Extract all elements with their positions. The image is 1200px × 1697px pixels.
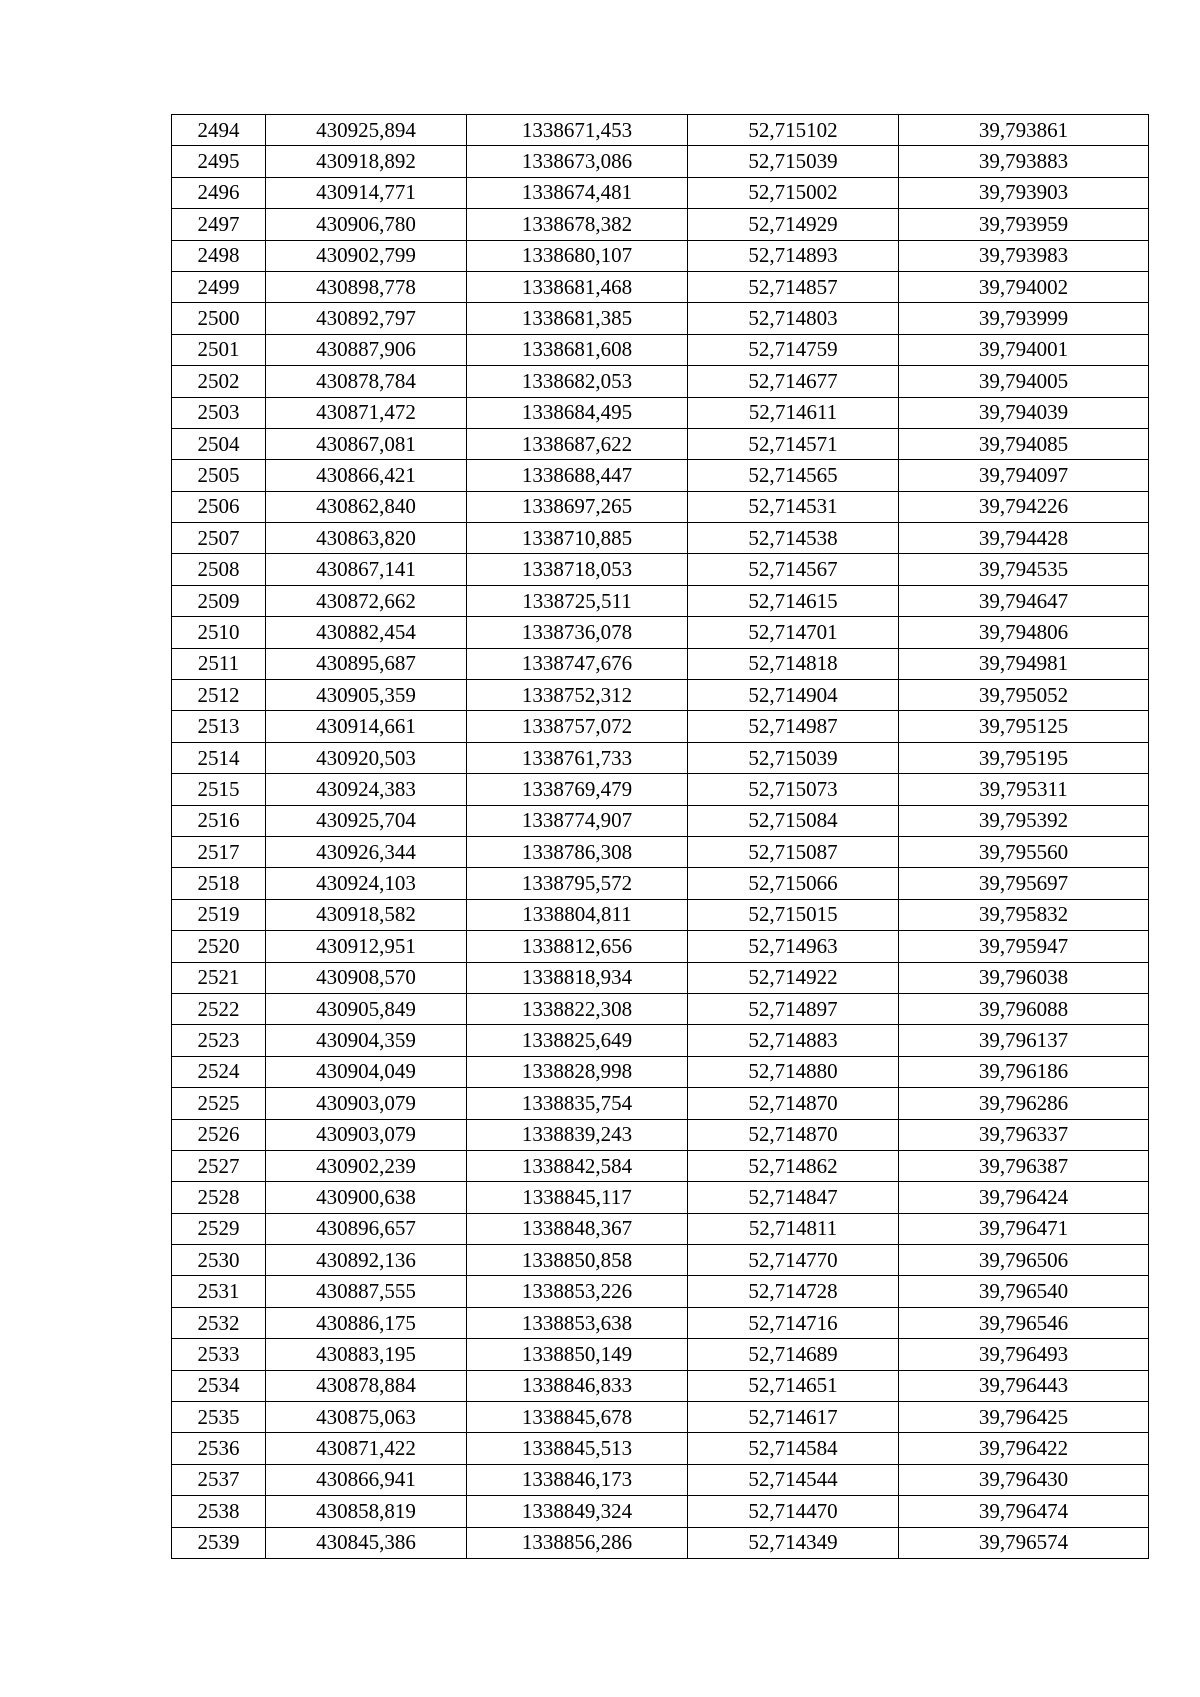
table-row	[172, 742, 1149, 773]
x-coordinate-cell: 430845,386	[266, 1527, 467, 1558]
x-coordinate-cell: 430925,894	[266, 115, 467, 146]
x-coordinate-cell: 430886,175	[266, 1307, 467, 1338]
x-coordinate-cell: 430906,780	[266, 209, 467, 240]
table-row	[172, 899, 1149, 930]
y-coordinate-cell: 1338818,934	[467, 962, 688, 993]
longitude-cell: 39,794097	[899, 460, 1149, 491]
x-coordinate-cell: 430875,063	[266, 1402, 467, 1433]
point-number-cell: 2523	[172, 1025, 266, 1056]
table-row	[172, 115, 1149, 146]
latitude-cell: 52,714770	[688, 1245, 899, 1276]
longitude-cell: 39,794226	[899, 491, 1149, 522]
longitude-cell: 39,793903	[899, 177, 1149, 208]
point-number-cell: 2539	[172, 1527, 266, 1558]
longitude-cell: 39,794085	[899, 428, 1149, 459]
y-coordinate-cell: 1338678,382	[467, 209, 688, 240]
point-number-cell: 2531	[172, 1276, 266, 1307]
x-coordinate-cell: 430883,195	[266, 1339, 467, 1370]
longitude-cell: 39,796422	[899, 1433, 1149, 1464]
table-row	[172, 523, 1149, 554]
table-row	[172, 868, 1149, 899]
point-number-cell: 2496	[172, 177, 266, 208]
x-coordinate-cell: 430872,662	[266, 585, 467, 616]
x-coordinate-cell: 430867,081	[266, 428, 467, 459]
x-coordinate-cell: 430878,784	[266, 366, 467, 397]
x-coordinate-cell: 430882,454	[266, 617, 467, 648]
point-number-cell: 2536	[172, 1433, 266, 1464]
point-number-cell: 2510	[172, 617, 266, 648]
latitude-cell: 52,714857	[688, 271, 899, 302]
latitude-cell: 52,714571	[688, 428, 899, 459]
longitude-cell: 39,794039	[899, 397, 1149, 428]
y-coordinate-cell: 1338795,572	[467, 868, 688, 899]
point-number-cell: 2505	[172, 460, 266, 491]
x-coordinate-cell: 430903,079	[266, 1119, 467, 1150]
table-row	[172, 209, 1149, 240]
point-number-cell: 2533	[172, 1339, 266, 1370]
longitude-cell: 39,796506	[899, 1245, 1149, 1276]
y-coordinate-cell: 1338825,649	[467, 1025, 688, 1056]
y-coordinate-cell: 1338684,495	[467, 397, 688, 428]
x-coordinate-cell: 430905,359	[266, 680, 467, 711]
table-row	[172, 805, 1149, 836]
y-coordinate-cell: 1338736,078	[467, 617, 688, 648]
latitude-cell: 52,714811	[688, 1213, 899, 1244]
x-coordinate-cell: 430924,383	[266, 774, 467, 805]
table-row	[172, 931, 1149, 962]
y-coordinate-cell: 1338673,086	[467, 146, 688, 177]
point-number-cell: 2530	[172, 1245, 266, 1276]
longitude-cell: 39,796088	[899, 993, 1149, 1024]
longitude-cell: 39,796574	[899, 1527, 1149, 1558]
latitude-cell: 52,715039	[688, 146, 899, 177]
point-number-cell: 2506	[172, 491, 266, 522]
point-number-cell: 2524	[172, 1056, 266, 1087]
longitude-cell: 39,795560	[899, 836, 1149, 867]
y-coordinate-cell: 1338774,907	[467, 805, 688, 836]
point-number-cell: 2518	[172, 868, 266, 899]
table-row	[172, 460, 1149, 491]
point-number-cell: 2509	[172, 585, 266, 616]
longitude-cell: 39,793999	[899, 303, 1149, 334]
longitude-cell: 39,795832	[899, 899, 1149, 930]
table-row	[172, 648, 1149, 679]
x-coordinate-cell: 430878,884	[266, 1370, 467, 1401]
point-number-cell: 2513	[172, 711, 266, 742]
x-coordinate-cell: 430912,951	[266, 931, 467, 962]
latitude-cell: 52,715015	[688, 899, 899, 930]
longitude-cell: 39,794002	[899, 271, 1149, 302]
latitude-cell: 52,714929	[688, 209, 899, 240]
y-coordinate-cell: 1338687,622	[467, 428, 688, 459]
x-coordinate-cell: 430908,570	[266, 962, 467, 993]
longitude-cell: 39,795311	[899, 774, 1149, 805]
longitude-cell: 39,796471	[899, 1213, 1149, 1244]
x-coordinate-cell: 430895,687	[266, 648, 467, 679]
x-coordinate-cell: 430924,103	[266, 868, 467, 899]
latitude-cell: 52,714716	[688, 1307, 899, 1338]
table-row	[172, 428, 1149, 459]
y-coordinate-cell: 1338757,072	[467, 711, 688, 742]
y-coordinate-cell: 1338845,513	[467, 1433, 688, 1464]
y-coordinate-cell: 1338835,754	[467, 1088, 688, 1119]
latitude-cell: 52,714922	[688, 962, 899, 993]
point-number-cell: 2495	[172, 146, 266, 177]
point-number-cell: 2494	[172, 115, 266, 146]
point-number-cell: 2502	[172, 366, 266, 397]
point-number-cell: 2501	[172, 334, 266, 365]
point-number-cell: 2534	[172, 1370, 266, 1401]
latitude-cell: 52,714987	[688, 711, 899, 742]
point-number-cell: 2521	[172, 962, 266, 993]
y-coordinate-cell: 1338845,678	[467, 1402, 688, 1433]
point-number-cell: 2537	[172, 1464, 266, 1495]
latitude-cell: 52,714728	[688, 1276, 899, 1307]
y-coordinate-cell: 1338842,584	[467, 1150, 688, 1181]
x-coordinate-cell: 430914,661	[266, 711, 467, 742]
x-coordinate-cell: 430887,555	[266, 1276, 467, 1307]
latitude-cell: 52,714862	[688, 1150, 899, 1181]
x-coordinate-cell: 430858,819	[266, 1496, 467, 1527]
table-row	[172, 491, 1149, 522]
latitude-cell: 52,714870	[688, 1119, 899, 1150]
y-coordinate-cell: 1338828,998	[467, 1056, 688, 1087]
table-row	[172, 1433, 1149, 1464]
x-coordinate-cell: 430871,422	[266, 1433, 467, 1464]
latitude-cell: 52,714870	[688, 1088, 899, 1119]
latitude-cell: 52,714651	[688, 1370, 899, 1401]
y-coordinate-cell: 1338846,833	[467, 1370, 688, 1401]
table-row	[172, 1213, 1149, 1244]
point-number-cell: 2504	[172, 428, 266, 459]
point-number-cell: 2498	[172, 240, 266, 271]
x-coordinate-cell: 430871,472	[266, 397, 467, 428]
table-row	[172, 617, 1149, 648]
latitude-cell: 52,715084	[688, 805, 899, 836]
point-number-cell: 2507	[172, 523, 266, 554]
x-coordinate-cell: 430918,582	[266, 899, 467, 930]
longitude-cell: 39,793983	[899, 240, 1149, 271]
table-row	[172, 334, 1149, 365]
x-coordinate-cell: 430866,421	[266, 460, 467, 491]
longitude-cell: 39,794806	[899, 617, 1149, 648]
table-row	[172, 1182, 1149, 1213]
table-row	[172, 366, 1149, 397]
latitude-cell: 52,714565	[688, 460, 899, 491]
latitude-cell: 52,714689	[688, 1339, 899, 1370]
latitude-cell: 52,714883	[688, 1025, 899, 1056]
longitude-cell: 39,796546	[899, 1307, 1149, 1338]
longitude-cell: 39,796443	[899, 1370, 1149, 1401]
latitude-cell: 52,714349	[688, 1527, 899, 1558]
latitude-cell: 52,714617	[688, 1402, 899, 1433]
latitude-cell: 52,714567	[688, 554, 899, 585]
y-coordinate-cell: 1338812,656	[467, 931, 688, 962]
longitude-cell: 39,796286	[899, 1088, 1149, 1119]
y-coordinate-cell: 1338671,453	[467, 115, 688, 146]
point-number-cell: 2520	[172, 931, 266, 962]
x-coordinate-cell: 430892,797	[266, 303, 467, 334]
y-coordinate-cell: 1338674,481	[467, 177, 688, 208]
latitude-cell: 52,714897	[688, 993, 899, 1024]
longitude-cell: 39,794005	[899, 366, 1149, 397]
point-number-cell: 2519	[172, 899, 266, 930]
latitude-cell: 52,714701	[688, 617, 899, 648]
point-number-cell: 2514	[172, 742, 266, 773]
table-row	[172, 962, 1149, 993]
longitude-cell: 39,796387	[899, 1150, 1149, 1181]
point-number-cell: 2508	[172, 554, 266, 585]
x-coordinate-cell: 430903,079	[266, 1088, 467, 1119]
longitude-cell: 39,793959	[899, 209, 1149, 240]
y-coordinate-cell: 1338849,324	[467, 1496, 688, 1527]
table-row	[172, 1245, 1149, 1276]
latitude-cell: 52,715039	[688, 742, 899, 773]
latitude-cell: 52,715066	[688, 868, 899, 899]
x-coordinate-cell: 430918,892	[266, 146, 467, 177]
latitude-cell: 52,714615	[688, 585, 899, 616]
table-row	[172, 303, 1149, 334]
y-coordinate-cell: 1338786,308	[467, 836, 688, 867]
coordinates-table-body	[172, 115, 1149, 1559]
longitude-cell: 39,795392	[899, 805, 1149, 836]
coordinates-table	[171, 114, 1149, 1559]
latitude-cell: 52,714963	[688, 931, 899, 962]
point-number-cell: 2522	[172, 993, 266, 1024]
y-coordinate-cell: 1338681,608	[467, 334, 688, 365]
table-row	[172, 240, 1149, 271]
longitude-cell: 39,796425	[899, 1402, 1149, 1433]
y-coordinate-cell: 1338752,312	[467, 680, 688, 711]
x-coordinate-cell: 430867,141	[266, 554, 467, 585]
x-coordinate-cell: 430866,941	[266, 1464, 467, 1495]
table-row	[172, 554, 1149, 585]
latitude-cell: 52,714677	[688, 366, 899, 397]
point-number-cell: 2500	[172, 303, 266, 334]
longitude-cell: 39,794981	[899, 648, 1149, 679]
longitude-cell: 39,795947	[899, 931, 1149, 962]
table-row	[172, 1402, 1149, 1433]
latitude-cell: 52,714818	[688, 648, 899, 679]
point-number-cell: 2503	[172, 397, 266, 428]
longitude-cell: 39,796540	[899, 1276, 1149, 1307]
y-coordinate-cell: 1338761,733	[467, 742, 688, 773]
table-row	[172, 1025, 1149, 1056]
x-coordinate-cell: 430914,771	[266, 177, 467, 208]
y-coordinate-cell: 1338853,638	[467, 1307, 688, 1338]
point-number-cell: 2525	[172, 1088, 266, 1119]
x-coordinate-cell: 430863,820	[266, 523, 467, 554]
y-coordinate-cell: 1338853,226	[467, 1276, 688, 1307]
longitude-cell: 39,795125	[899, 711, 1149, 742]
y-coordinate-cell: 1338681,468	[467, 271, 688, 302]
table-row	[172, 1088, 1149, 1119]
x-coordinate-cell: 430902,799	[266, 240, 467, 271]
longitude-cell: 39,795052	[899, 680, 1149, 711]
y-coordinate-cell: 1338688,447	[467, 460, 688, 491]
table-row	[172, 1496, 1149, 1527]
table-row	[172, 1464, 1149, 1495]
y-coordinate-cell: 1338680,107	[467, 240, 688, 271]
table-row	[172, 1119, 1149, 1150]
latitude-cell: 52,714611	[688, 397, 899, 428]
latitude-cell: 52,715073	[688, 774, 899, 805]
y-coordinate-cell: 1338769,479	[467, 774, 688, 805]
y-coordinate-cell: 1338697,265	[467, 491, 688, 522]
y-coordinate-cell: 1338850,858	[467, 1245, 688, 1276]
table-row	[172, 1150, 1149, 1181]
longitude-cell: 39,795195	[899, 742, 1149, 773]
point-number-cell: 2527	[172, 1150, 266, 1181]
y-coordinate-cell: 1338682,053	[467, 366, 688, 397]
table-row	[172, 1276, 1149, 1307]
table-row	[172, 146, 1149, 177]
latitude-cell: 52,714544	[688, 1464, 899, 1495]
x-coordinate-cell: 430898,778	[266, 271, 467, 302]
point-number-cell: 2538	[172, 1496, 266, 1527]
y-coordinate-cell: 1338747,676	[467, 648, 688, 679]
y-coordinate-cell: 1338718,053	[467, 554, 688, 585]
latitude-cell: 52,714880	[688, 1056, 899, 1087]
longitude-cell: 39,794428	[899, 523, 1149, 554]
y-coordinate-cell: 1338846,173	[467, 1464, 688, 1495]
point-number-cell: 2528	[172, 1182, 266, 1213]
point-number-cell: 2529	[172, 1213, 266, 1244]
point-number-cell: 2516	[172, 805, 266, 836]
table-row	[172, 1339, 1149, 1370]
longitude-cell: 39,794647	[899, 585, 1149, 616]
x-coordinate-cell: 430862,840	[266, 491, 467, 522]
latitude-cell: 52,714893	[688, 240, 899, 271]
x-coordinate-cell: 430887,906	[266, 334, 467, 365]
table-row	[172, 271, 1149, 302]
x-coordinate-cell: 430926,344	[266, 836, 467, 867]
y-coordinate-cell: 1338848,367	[467, 1213, 688, 1244]
x-coordinate-cell: 430920,503	[266, 742, 467, 773]
longitude-cell: 39,796337	[899, 1119, 1149, 1150]
x-coordinate-cell: 430904,359	[266, 1025, 467, 1056]
x-coordinate-cell: 430904,049	[266, 1056, 467, 1087]
x-coordinate-cell: 430902,239	[266, 1150, 467, 1181]
longitude-cell: 39,796474	[899, 1496, 1149, 1527]
longitude-cell: 39,796137	[899, 1025, 1149, 1056]
point-number-cell: 2497	[172, 209, 266, 240]
longitude-cell: 39,794535	[899, 554, 1149, 585]
x-coordinate-cell: 430925,704	[266, 805, 467, 836]
latitude-cell: 52,715002	[688, 177, 899, 208]
table-row	[172, 711, 1149, 742]
longitude-cell: 39,796186	[899, 1056, 1149, 1087]
x-coordinate-cell: 430905,849	[266, 993, 467, 1024]
latitude-cell: 52,715087	[688, 836, 899, 867]
point-number-cell: 2526	[172, 1119, 266, 1150]
table-row	[172, 1307, 1149, 1338]
latitude-cell: 52,715102	[688, 115, 899, 146]
table-row	[172, 1527, 1149, 1558]
point-number-cell: 2512	[172, 680, 266, 711]
point-number-cell: 2517	[172, 836, 266, 867]
table-row	[172, 993, 1149, 1024]
y-coordinate-cell: 1338822,308	[467, 993, 688, 1024]
latitude-cell: 52,714759	[688, 334, 899, 365]
table-row	[172, 1370, 1149, 1401]
latitude-cell: 52,714538	[688, 523, 899, 554]
longitude-cell: 39,796424	[899, 1182, 1149, 1213]
table-row	[172, 397, 1149, 428]
table-row	[172, 774, 1149, 805]
table-row	[172, 680, 1149, 711]
longitude-cell: 39,796430	[899, 1464, 1149, 1495]
table-row	[172, 585, 1149, 616]
table-row	[172, 836, 1149, 867]
y-coordinate-cell: 1338681,385	[467, 303, 688, 334]
point-number-cell: 2515	[172, 774, 266, 805]
y-coordinate-cell: 1338710,885	[467, 523, 688, 554]
latitude-cell: 52,714584	[688, 1433, 899, 1464]
latitude-cell: 52,714470	[688, 1496, 899, 1527]
y-coordinate-cell: 1338856,286	[467, 1527, 688, 1558]
x-coordinate-cell: 430896,657	[266, 1213, 467, 1244]
point-number-cell: 2499	[172, 271, 266, 302]
point-number-cell: 2532	[172, 1307, 266, 1338]
table-row	[172, 177, 1149, 208]
latitude-cell: 52,714904	[688, 680, 899, 711]
longitude-cell: 39,793861	[899, 115, 1149, 146]
longitude-cell: 39,793883	[899, 146, 1149, 177]
y-coordinate-cell: 1338804,811	[467, 899, 688, 930]
x-coordinate-cell: 430900,638	[266, 1182, 467, 1213]
latitude-cell: 52,714847	[688, 1182, 899, 1213]
longitude-cell: 39,796493	[899, 1339, 1149, 1370]
x-coordinate-cell: 430892,136	[266, 1245, 467, 1276]
y-coordinate-cell: 1338850,149	[467, 1339, 688, 1370]
longitude-cell: 39,795697	[899, 868, 1149, 899]
longitude-cell: 39,796038	[899, 962, 1149, 993]
latitude-cell: 52,714531	[688, 491, 899, 522]
table-row	[172, 1056, 1149, 1087]
point-number-cell: 2535	[172, 1402, 266, 1433]
point-number-cell: 2511	[172, 648, 266, 679]
latitude-cell: 52,714803	[688, 303, 899, 334]
longitude-cell: 39,794001	[899, 334, 1149, 365]
y-coordinate-cell: 1338845,117	[467, 1182, 688, 1213]
y-coordinate-cell: 1338839,243	[467, 1119, 688, 1150]
y-coordinate-cell: 1338725,511	[467, 585, 688, 616]
